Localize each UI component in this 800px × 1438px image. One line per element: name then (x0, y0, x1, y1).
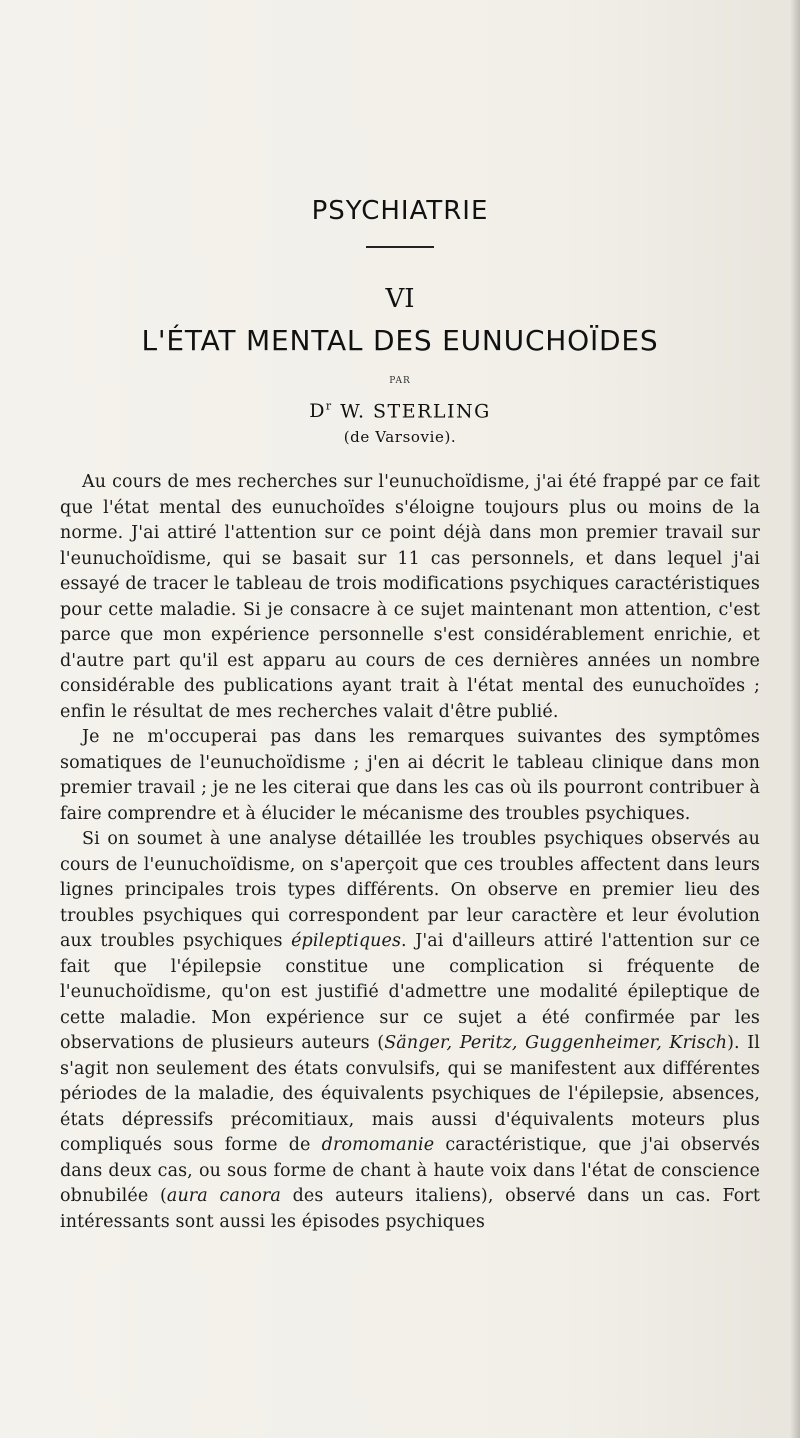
text-segment: ). Il s'agit non seulement des états convulsifs, qui se manifestent aux différentes périodes de la maladie, des équivalents psychiques de l'épilepsie, absences, états dépressifs précomitiaux, mais aussi d'équivalents moteurs plus compliqués sous forme de (60, 1033, 760, 1155)
text-segment: Si on soumet à une analyse détaillée les troubles psychiques observés au cours de l'eunuchoïdisme, on s'aperçoit que ces troubles affectent dans leurs lignes principales trois types différents. On observe en premier lieu des troubles psychiques qui correspondent par leur caractère et leur évolution aux troubles psychiques (60, 829, 760, 951)
text-segment: caractéristique, que j'ai observés dans deux cas, ou sous forme de chant à haute voix dans l'état de conscience obnubilée ( (60, 1135, 760, 1206)
paragraph (60, 470, 760, 725)
italic-text: épileptiques (291, 931, 402, 951)
paragraph (60, 827, 760, 1235)
text-segment: Au cours de mes recherches sur l'eunuchoïdisme, j'ai été frappé par ce fait que l'état mental des eunuchoïdes s'éloigne toujours plus ou moins de la norme. J'ai attiré l'attention sur ce point déjà dans mon premier travail sur l'eunuchoïdisme, qui se basait sur 11 cas personnels, et dans lequel j'ai essayé de tracer le tableau de trois modifications psychiques caractéristiques pour cette maladie. Si je consacre à ce sujet maintenant mon attention, c'est parce que mon expérience personnelle s'est considérablement enrichie, et d'autre part qu'il est apparu au cours de ces dernières années un nombre considérable des publications ayant trait à l'état mental des eunuchoïdes ; enfin le résultat de mes recherches valait d'être publié. (60, 472, 760, 722)
title-rule (366, 246, 434, 248)
chapter-number: VI (385, 284, 415, 314)
section-title: PSYCHIATRIE (311, 196, 489, 226)
text-segment: . J'ai d'ailleurs attiré l'attention sur ce fait que l'épilepsie constitue une complication si fréquente de l'eunuchoïdisme, qu'on est justifié d'admettre une modalité épileptique de cette maladie. Mon expérience sur ce sujet a été confirmée par les observations de plusieurs auteurs ( (60, 931, 760, 1053)
paragraph (60, 725, 760, 827)
italic-text: dromomanie (321, 1135, 435, 1155)
article-title: L'ÉTAT MENTAL DES EUNUCHOÏDES (141, 324, 659, 357)
author-name: W. STERLING (340, 400, 491, 423)
author-prefix (309, 400, 333, 422)
author-affiliation: (de Varsovie). (343, 428, 457, 446)
author-prefix-r: r (325, 400, 333, 413)
article-body (60, 470, 760, 1235)
author-prefix-d: D (309, 400, 326, 423)
text-segment: Je ne m'occuperai pas dans les remarques suivantes des symptômes somatiques de l'eunuchoïdisme ; j'en ai décrit le tableau clinique dans mon premier travail ; je ne les citerai que dans les cas où ils pourront contribuer à faire comprendre et à élucider le mécanisme des troubles psychiques. (60, 727, 760, 824)
italic-text: aura canora (166, 1186, 281, 1206)
by-label: PAR (389, 376, 411, 386)
author-line (0, 400, 800, 422)
text-segment: des auteurs italiens), observé dans un cas. Fort intéressants sont aussi les épisodes psychiques (60, 1186, 760, 1232)
italic-text: Sänger, Peritz, Guggenheimer, Krisch (384, 1033, 728, 1053)
